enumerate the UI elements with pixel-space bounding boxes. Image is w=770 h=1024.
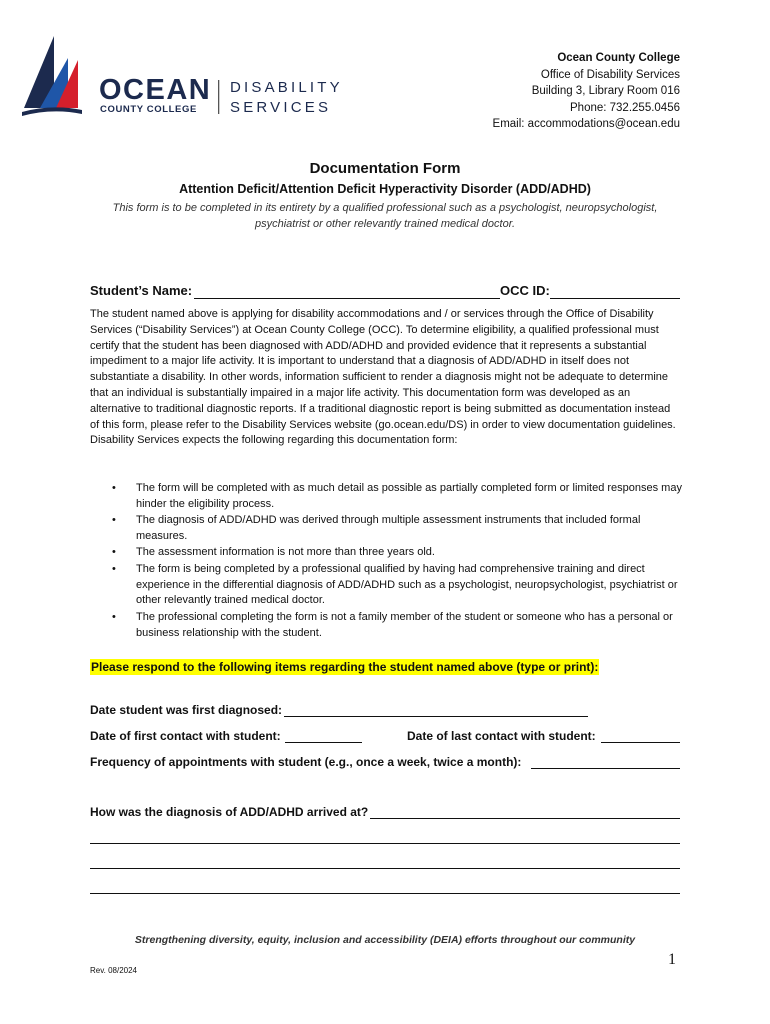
list-item: • The professional completing the form is not a family member of the student or someone who has a personal or business relationship with the student. (112, 610, 684, 642)
ocean-county-college-logo (22, 36, 362, 120)
appointment-frequency-field[interactable] (531, 768, 680, 769)
list-item: • The diagnosis of ADD/ADHD was derived through multiple assessment instruments that included formal measures. (112, 513, 684, 545)
office-name: Office of Disability Services (540, 68, 680, 81)
page-subtitle: Attention Deficit/Attention Deficit Hyperactivity Disorder (ADD/ADHD) (179, 182, 591, 196)
expectations-list (112, 481, 684, 642)
intro-instructions: This form is to be completed in its entirety by a qualified professional such as a psychologist, neuropsychologist, psychiatrist or other relevantly trained medical doctor. (112, 202, 658, 230)
logo-divider (218, 80, 219, 114)
date-last-contact-label: Date of last contact with student: (407, 729, 596, 743)
date-first-diagnosed-field[interactable] (284, 716, 588, 717)
revision-date: Rev. 08/2024 (90, 966, 137, 975)
date-first-diagnosed-label: Date student was first diagnosed: (90, 703, 283, 717)
logo-name-large: OCEAN (99, 74, 212, 106)
logo-wave (22, 107, 82, 116)
college-name: Ocean County College (557, 52, 680, 64)
diagnosis-method-field[interactable] (370, 818, 680, 819)
list-item: • The assessment information is not more than three years old. (112, 545, 684, 561)
page-number: 1 (668, 951, 676, 968)
phone-number: Phone: 732.255.0456 (570, 101, 680, 114)
highlighted-instruction: Please respond to the following items regarding the student named above (type or print): (91, 660, 599, 674)
logo-name-small: COUNTY COLLEGE (100, 104, 197, 115)
building-room: Building 3, Library Room 016 (531, 85, 680, 97)
date-first-contact-label: Date of first contact with student: (90, 729, 281, 743)
date-first-contact-field[interactable] (285, 742, 362, 743)
page-title: Documentation Form (309, 160, 461, 177)
eligibility-paragraph: The student named above is applying for disability accommodations and / or services through the Office of Disability Services (“Disability Services”) at Ocean County College (OCC). To determine eligibility, a qualified professional must certify that the student has been diagnosed with ADD/ADHD and provided evidence that it represents a substantial impediment to a major life activity. It is important to understand that a diagnosis of ADD/ADHD in itself does not substantiate a disability. In other words, information sufficient to render a diagnosis might not be adequate to determine that an individual is substantially impaired in a major life activity. This documentation form was developed as an alternative to traditional diagnostic reports. If a traditional diagnostic report is being submitted as documentation instead of this form, please refer to the Disability Services website (go.ocean.edu/DS) in order to view documentation guidelines. Disability Services expects the following regarding this documentation form: (90, 308, 676, 447)
diagnosis-method-line[interactable] (90, 843, 680, 844)
diagnosis-method-line[interactable] (90, 868, 680, 869)
logo-dept-line1: DISABILITY (230, 79, 343, 96)
deia-tagline: Strengthening diversity, equity, inclusion and accessibility (DEIA) efforts throughout our community (134, 934, 636, 946)
student-name-field[interactable] (194, 298, 500, 299)
logo-dept-line2: SERVICES (230, 99, 332, 116)
email-address: Email: accommodations@ocean.edu (492, 118, 680, 130)
date-last-contact-field[interactable] (601, 742, 680, 743)
student-name-label: Student’s Name: (90, 283, 193, 298)
occ-id-label: OCC ID: (500, 283, 550, 298)
list-item: • The form will be completed with as much detail as possible as partially completed form or limited responses may hinder the eligibility process. (112, 481, 684, 513)
list-item: • The form is being completed by a professional qualified by having had comprehensive training and direct experience in the differential diagnosis of ADD/ADHD such as a psychologist, neuropsychologist, psychiatrist or other relevantly trained medical doctor. (112, 562, 684, 609)
diagnosis-method-line[interactable] (90, 893, 680, 894)
contact-address-block (493, 50, 680, 133)
diagnosis-method-label: How was the diagnosis of ADD/ADHD arrived at? (90, 805, 369, 819)
occ-id-field[interactable] (550, 298, 680, 299)
student-name-row (90, 283, 680, 301)
appointment-frequency-label: Frequency of appointments with student (e.g., once a week, twice a month): (90, 755, 522, 769)
